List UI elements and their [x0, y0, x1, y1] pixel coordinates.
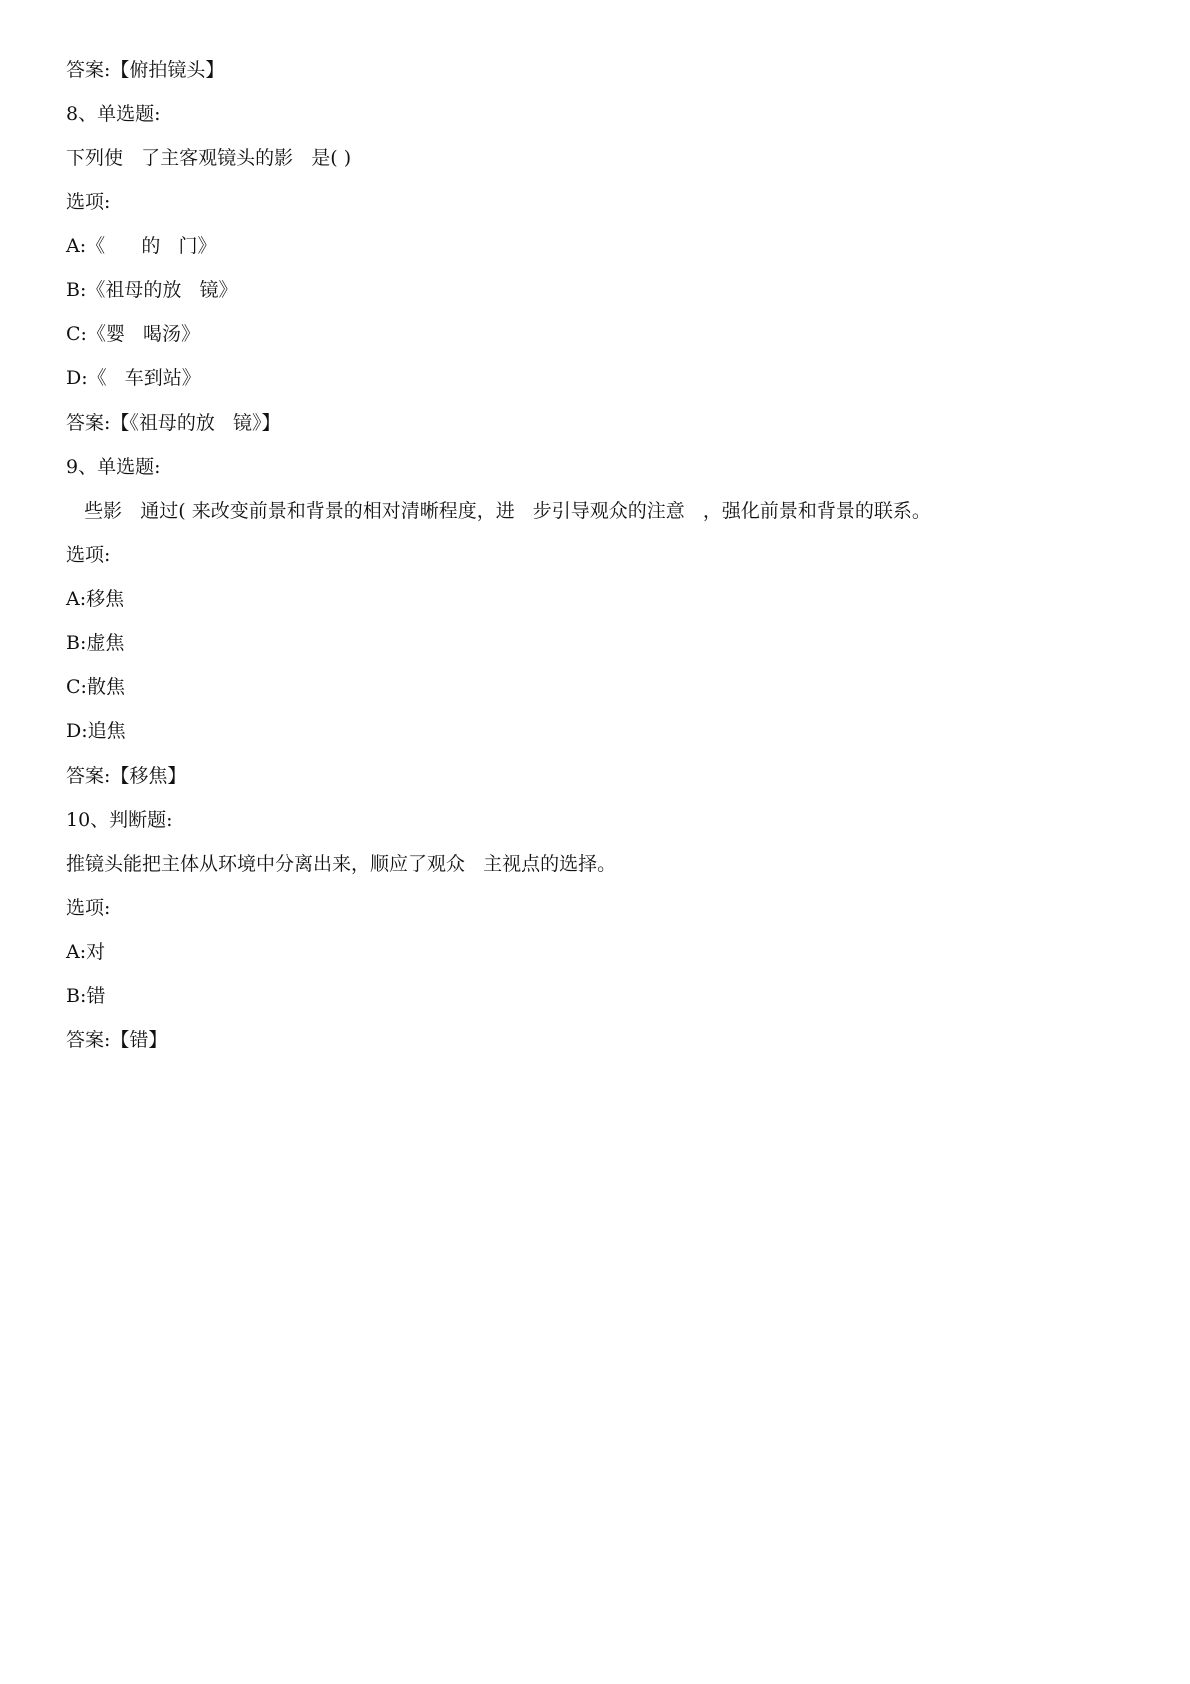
option-c: C:散焦 [66, 676, 125, 698]
question-10-text: 推镜头能把主体从环境中分离出来，顺应了观众 主视点的选择。 [66, 853, 617, 875]
option-a: A:《 的 门》 [66, 235, 217, 257]
answer-q10: 答案:【错】 [66, 1029, 168, 1051]
option-d: D:追焦 [66, 720, 126, 742]
question-9-text: 些影 通过( 来改变前景和背景的相对清晰程度，进 步引导观众的注意 ，强化前景和背景的联系。 [66, 500, 931, 522]
question-10-header: 10、判断题: [66, 809, 173, 831]
option-d: D:《 车到站》 [66, 367, 201, 389]
question-8-text: 下列使 了主客观镜头的影 是( ) [66, 147, 352, 169]
answer-q7: 答案:【俯拍镜头】 [66, 59, 225, 81]
option-b: B:错 [66, 985, 106, 1007]
option-c: C:《婴 喝汤》 [66, 323, 201, 345]
question-9-header: 9、单选题: [66, 456, 161, 478]
question-8-header: 8、单选题: [66, 103, 161, 125]
answer-q9: 答案:【移焦】 [66, 765, 187, 787]
answer-q8: 答案:【《祖母的放 镜》】 [66, 412, 281, 434]
option-a: A:对 [66, 941, 106, 963]
options-label: 选项: [66, 191, 111, 213]
options-label: 选项: [66, 897, 111, 919]
option-a: A:移焦 [66, 588, 125, 610]
option-b: B:虚焦 [66, 632, 125, 654]
options-label: 选项: [66, 544, 111, 566]
option-b: B:《祖母的放 镜》 [66, 279, 238, 301]
